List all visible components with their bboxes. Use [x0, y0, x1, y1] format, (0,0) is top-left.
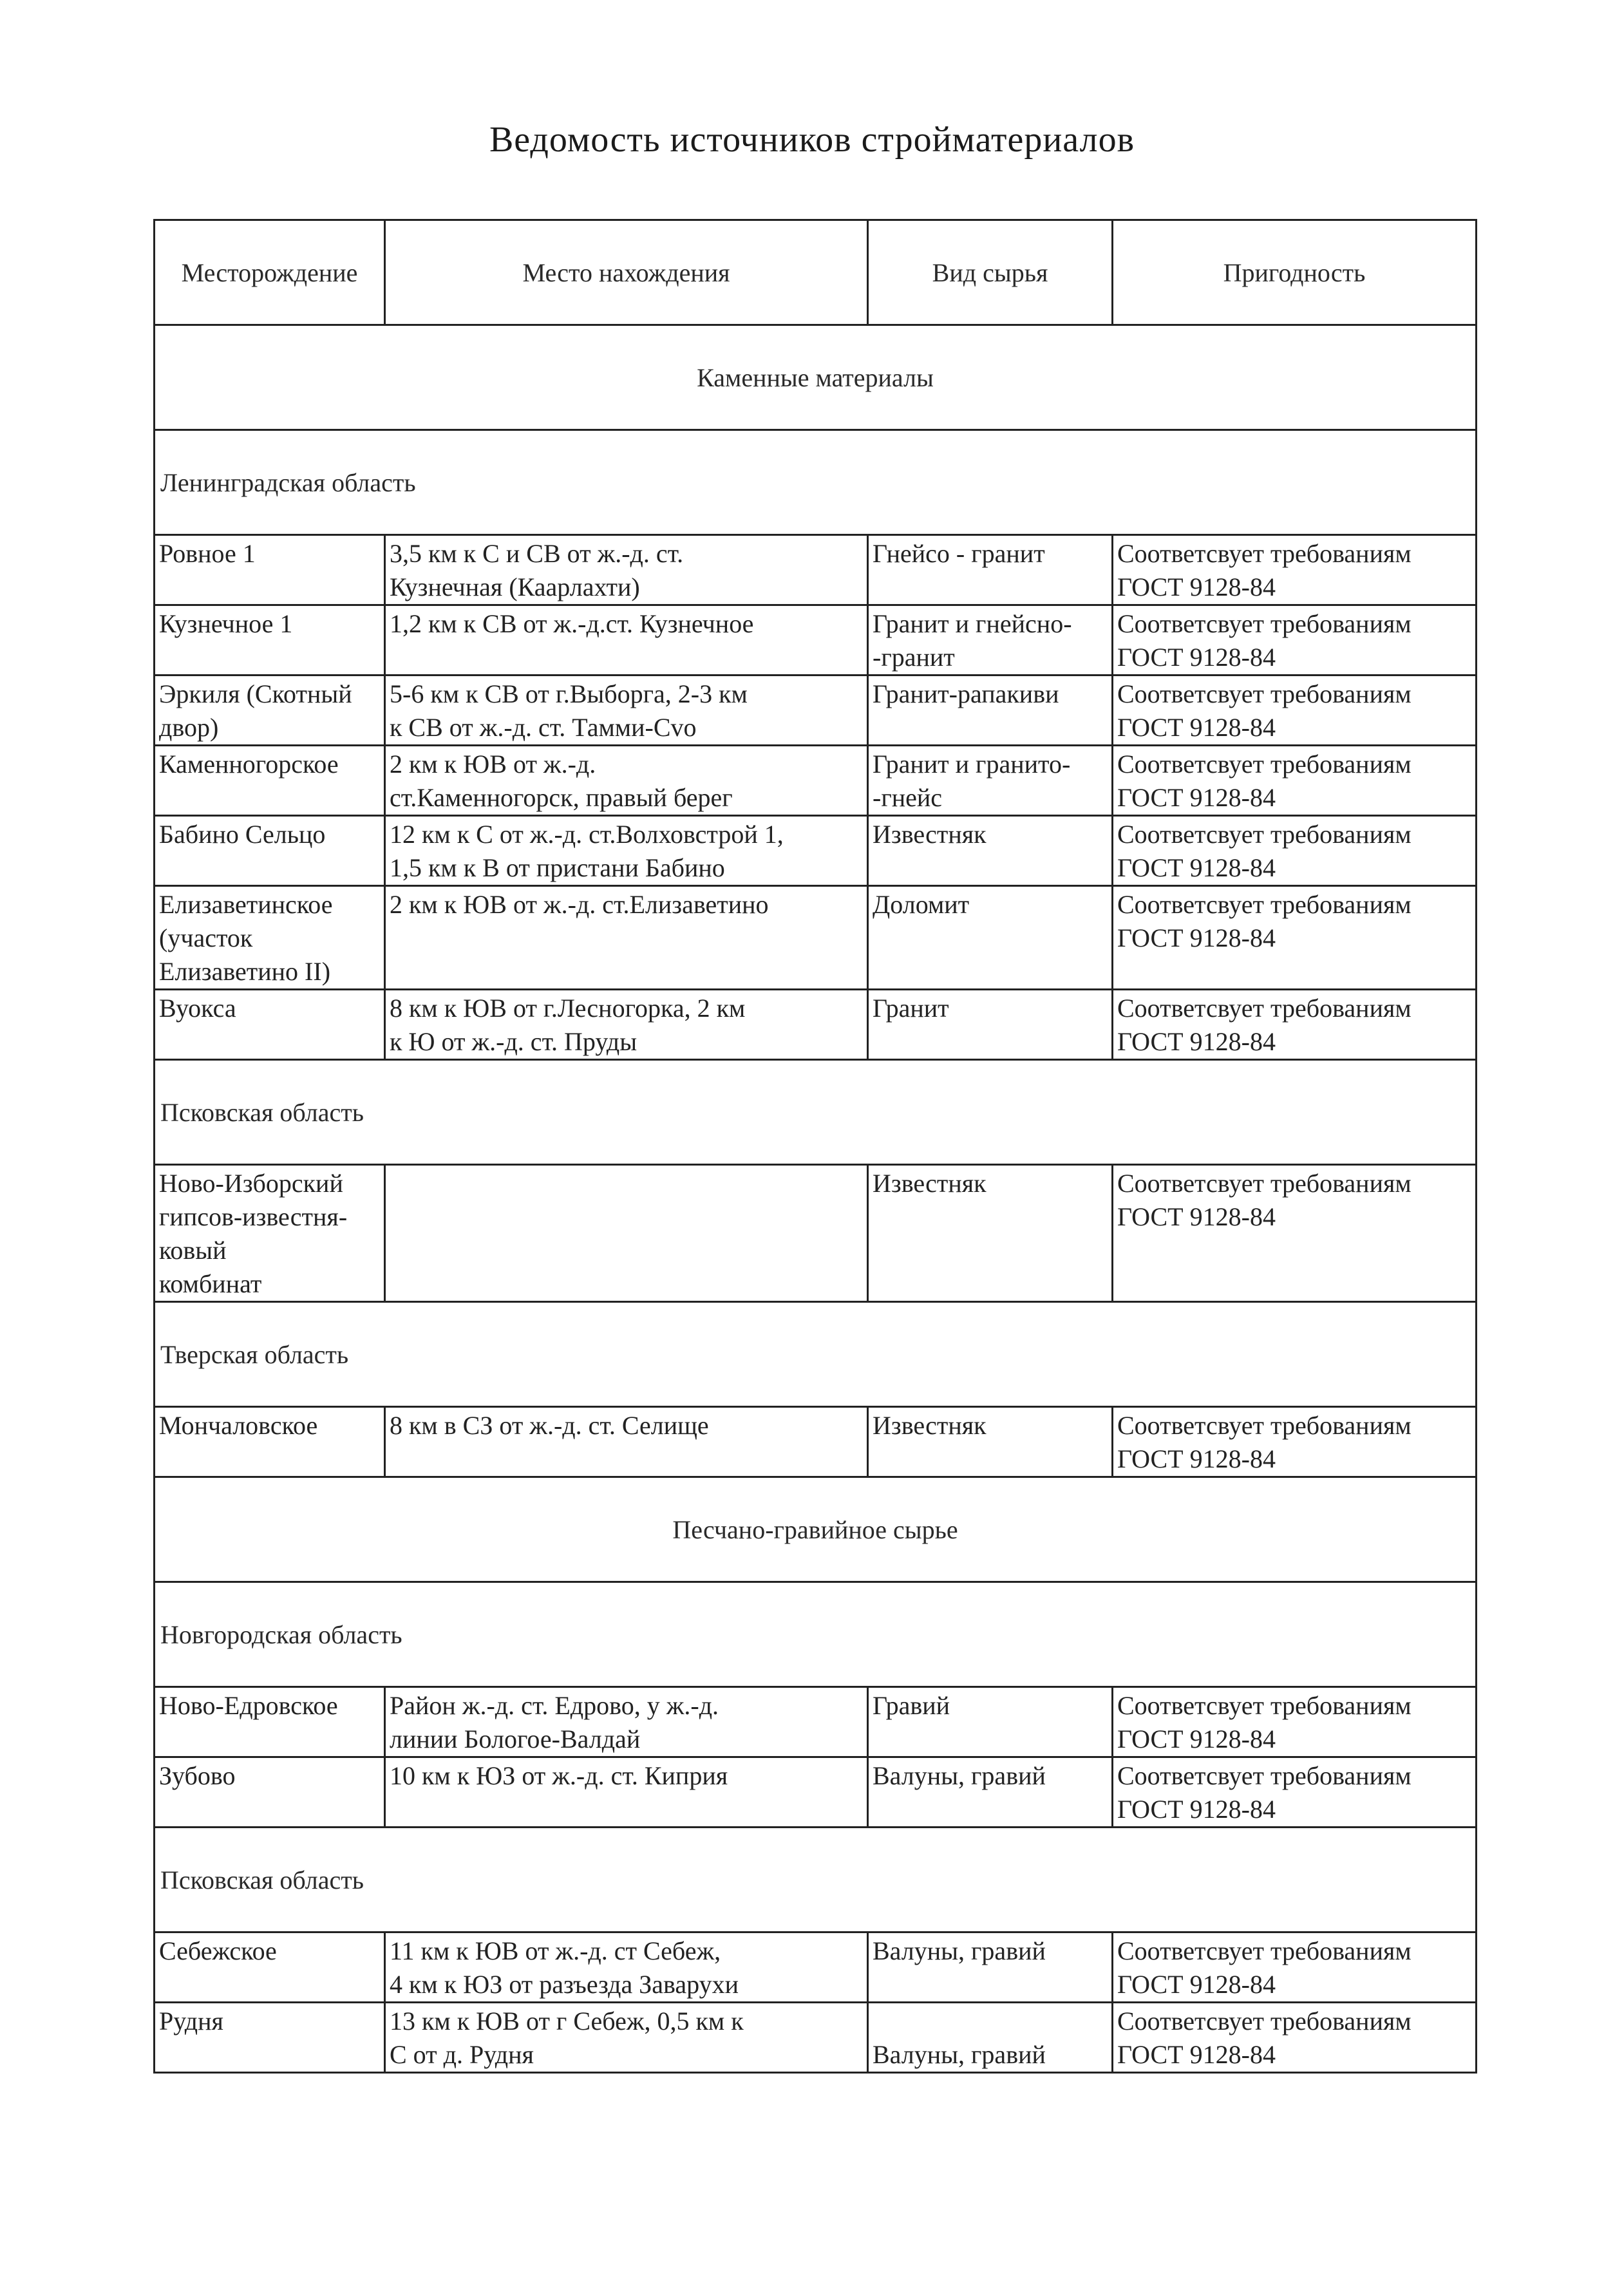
cell-suitability: Соответсвует требованиям ГОСТ 9128-84 [1111, 1166, 1475, 1301]
cell-location: 8 км в СЗ от ж.-д. ст. Селище [384, 1408, 867, 1476]
region-heading: Ленинградская область [153, 429, 1477, 534]
region-heading: Псковская область [153, 1059, 1477, 1164]
cell-suitability: Соответсвует требованиям ГОСТ 9128-84 [1111, 887, 1475, 988]
document-title: Ведомость источников стройматериалов [489, 120, 1135, 160]
header-suitability: Пригодность [1111, 221, 1475, 324]
header-material-type: Вид сырья [867, 221, 1111, 324]
cell-location: 12 км к С от ж.-д. ст.Волховстрой 1, 1,5 км к В от пристани Бабино [384, 817, 867, 885]
cell-material-type: Гравий [867, 1688, 1111, 1756]
table-row [153, 885, 1477, 988]
table-row [153, 1164, 1477, 1301]
cell-location: 2 км к ЮВ от ж.-д. ст.Елизаветино [384, 887, 867, 988]
category-heading: Каменные материалы [153, 324, 1477, 429]
cell-suitability: Соответсвует требованиям ГОСТ 9128-84 [1111, 817, 1475, 885]
cell-deposit: Ново-Едровское [159, 1691, 338, 1720]
cell-material-type: Гранит-рапакиви [867, 676, 1111, 744]
header-deposit: Месторождение [181, 258, 358, 287]
sources-table [153, 219, 1477, 2074]
cell-deposit: Зубово [159, 1761, 236, 1790]
cell-suitability: Соответсвует требованиям ГОСТ 9128-84 [1111, 536, 1475, 604]
cell-location: 11 км к ЮВ от ж.-д. ст Себеж, 4 км к ЮЗ от разъезда Заварухи [384, 1933, 867, 2001]
cell-suitability: Соответсвует требованиям ГОСТ 9128-84 [1111, 1933, 1475, 2001]
table-row [153, 1686, 1477, 1756]
header-location: Место нахождения [384, 221, 867, 324]
cell-deposit: Ровное 1 [159, 539, 256, 568]
cell-deposit: Каменногорское [159, 750, 339, 779]
table-row [153, 1756, 1477, 1826]
cell-deposit: Ново-Изборский гипсов-известня- ковый комбинат [159, 1169, 348, 1298]
cell-location [384, 1166, 867, 1301]
cell-deposit: Себежское [159, 1936, 277, 1965]
cell-suitability: Соответсвует требованиям ГОСТ 9128-84 [1111, 746, 1475, 815]
table-header-row [153, 219, 1477, 324]
cell-material-type: Известняк [867, 817, 1111, 885]
cell-material-type: Гранит и гнейсно- -гранит [867, 606, 1111, 674]
cell-deposit: Бабино Сельцо [159, 820, 326, 849]
cell-material-type: Валуны, гравий [867, 2003, 1111, 2072]
cell-deposit: Мончаловское [159, 1411, 318, 1440]
region-heading: Псковская область [153, 1826, 1477, 1931]
region-heading: Тверская область [153, 1301, 1477, 1406]
category-heading: Песчано-гравийное сырье [153, 1476, 1477, 1581]
cell-suitability: Соответсвует требованиям ГОСТ 9128-84 [1111, 2003, 1475, 2072]
table-row [153, 604, 1477, 674]
cell-deposit: Елизаветинское (участок Елизаветино II) [159, 890, 333, 986]
cell-location: 5-6 км к СВ от г.Выборга, 2-3 км к СВ от ж.-д. ст. Тамми-Сvo [384, 676, 867, 744]
cell-suitability: Соответсвует требованиям ГОСТ 9128-84 [1111, 990, 1475, 1059]
cell-material-type: Валуны, гравий [867, 1758, 1111, 1826]
cell-location: 1,2 км к СВ от ж.-д.ст. Кузнечное [384, 606, 867, 674]
table-body [153, 324, 1477, 2074]
cell-suitability: Соответсвует требованиям ГОСТ 9128-84 [1111, 1758, 1475, 1826]
cell-deposit: Рудня [159, 2007, 223, 2036]
cell-location: 3,5 км к С и СВ от ж.-д. ст. Кузнечная (Каарлахти) [384, 536, 867, 604]
table-row [153, 1931, 1477, 2001]
table-row [153, 744, 1477, 815]
cell-location: 10 км к ЮЗ от ж.-д. ст. Киприя [384, 1758, 867, 1826]
cell-material-type: Известняк [867, 1166, 1111, 1301]
cell-suitability: Соответсвует требованиям ГОСТ 9128-84 [1111, 1408, 1475, 1476]
cell-deposit: Кузнечное 1 [159, 609, 293, 638]
table-row [153, 1406, 1477, 1476]
table-row [153, 988, 1477, 1059]
table-row [153, 2001, 1477, 2074]
cell-material-type: Валуны, гравий [867, 1933, 1111, 2001]
cell-deposit: Эркиля (Скотный двор) [159, 679, 352, 742]
cell-location: 13 км к ЮВ от г Себеж, 0,5 км к С от д. Рудня [384, 2003, 867, 2072]
cell-material-type: Гранит [867, 990, 1111, 1059]
table-row [153, 534, 1477, 604]
cell-suitability: Соответсвует требованиям ГОСТ 9128-84 [1111, 606, 1475, 674]
cell-location: 8 км к ЮВ от г.Лесногорка, 2 км к Ю от ж.-д. ст. Пруды [384, 990, 867, 1059]
cell-location: Район ж.-д. ст. Едрово, у ж.-д. линии Бологое-Валдай [384, 1688, 867, 1756]
cell-material-type: Доломит [867, 887, 1111, 988]
cell-suitability: Соответсвует требованиям ГОСТ 9128-84 [1111, 676, 1475, 744]
region-heading: Новгородская область [153, 1581, 1477, 1686]
table-row [153, 674, 1477, 744]
cell-deposit: Вуокса [159, 994, 236, 1023]
cell-material-type: Известняк [867, 1408, 1111, 1476]
table-row [153, 815, 1477, 885]
cell-location: 2 км к ЮВ от ж.-д. ст.Каменногорск, правый берег [384, 746, 867, 815]
cell-material-type: Гнейсо - гранит [867, 536, 1111, 604]
cell-material-type: Гранит и гранито- -гнейс [867, 746, 1111, 815]
cell-suitability: Соответсвует требованиям ГОСТ 9128-84 [1111, 1688, 1475, 1756]
